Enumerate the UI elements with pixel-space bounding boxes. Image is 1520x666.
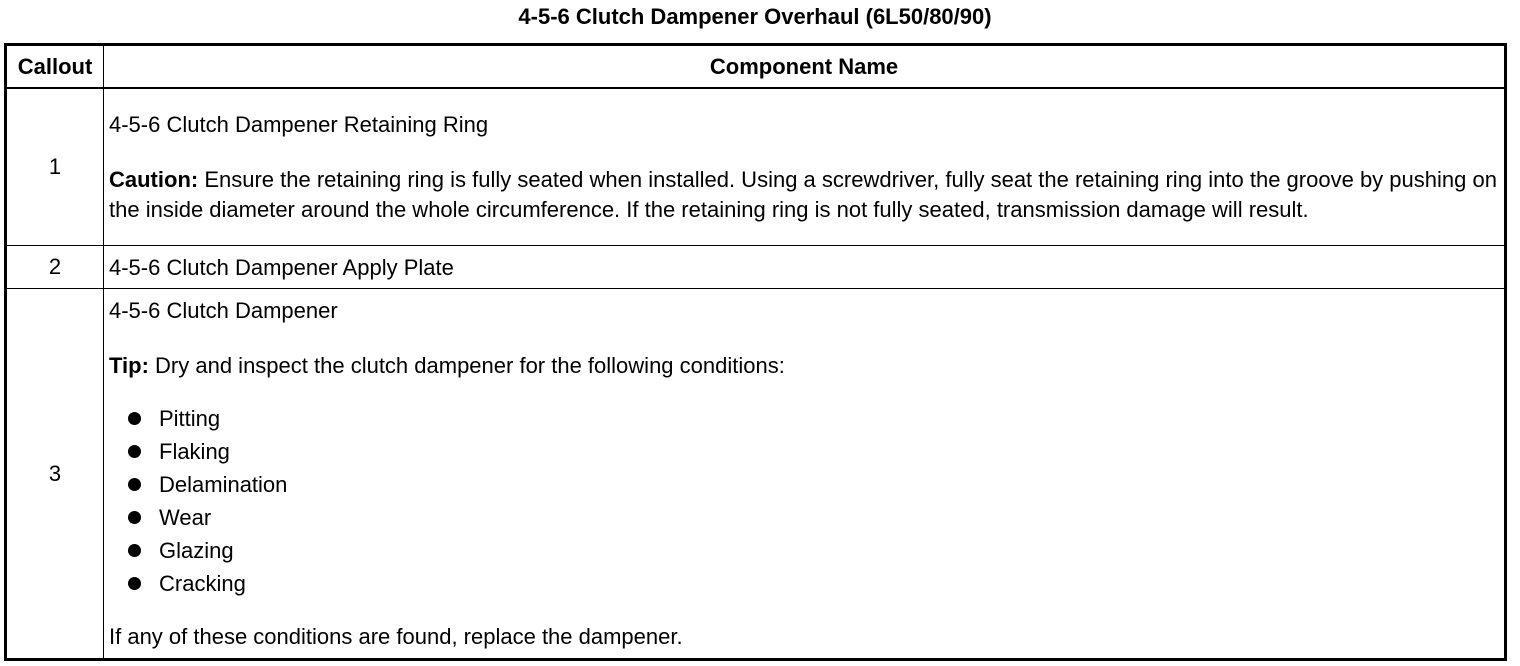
list-item [109, 534, 1498, 567]
callout-number: 2 [6, 246, 104, 289]
condition-label: Wear [159, 505, 212, 530]
list-item [109, 402, 1498, 435]
bullet-icon [128, 412, 141, 425]
table-row [6, 289, 1506, 660]
conditions-list [109, 402, 1498, 600]
component-cell [104, 289, 1506, 660]
page-title: 4-5-6 Clutch Dampener Overhaul (6L50/80/90) [518, 4, 992, 29]
caution-label: Caution: [109, 167, 199, 192]
caution-note [109, 165, 1498, 225]
component-cell [104, 246, 1506, 289]
table-row [6, 246, 1506, 289]
component-name: 4-5-6 Clutch Dampener [109, 298, 338, 323]
component-name: 4-5-6 Clutch Dampener Retaining Ring [109, 112, 489, 137]
list-item [109, 501, 1498, 534]
tip-label: Tip: [109, 353, 149, 378]
list-item [109, 435, 1498, 468]
callout-column-header: Callout [6, 45, 104, 89]
table-header-row [6, 45, 1506, 89]
component-name: 4-5-6 Clutch Dampener Apply Plate [109, 254, 454, 280]
component-table [4, 43, 1507, 661]
condition-label: Pitting [159, 406, 221, 431]
tip-text: Dry and inspect the clutch dampener for the following conditions: [148, 353, 785, 378]
condition-label: Glazing [159, 538, 234, 563]
list-item [109, 567, 1498, 600]
condition-label: Delamination [159, 472, 288, 497]
component-name-column-header: Component Name [104, 45, 1506, 89]
list-item [109, 468, 1498, 501]
bullet-icon [128, 511, 141, 524]
bullet-icon [128, 577, 141, 590]
callout-number: 3 [6, 289, 104, 660]
closing-note: If any of these conditions are found, replace the dampener. [109, 624, 683, 649]
tip-note [109, 351, 1498, 381]
caution-text: Ensure the retaining ring is fully seated when installed. Using a screwdriver, fully seat the retaining ring into the groove by pushing on the inside diameter around the whole circumference. If the retaining ring is not fully seated, transmission damage will result. [109, 167, 1497, 222]
condition-label: Cracking [159, 571, 246, 596]
bullet-icon [128, 445, 141, 458]
bullet-icon [128, 544, 141, 557]
bullet-icon [128, 478, 141, 491]
table-row [6, 88, 1506, 246]
condition-label: Flaking [159, 439, 230, 464]
callout-number: 1 [6, 88, 104, 246]
component-cell [104, 88, 1506, 246]
